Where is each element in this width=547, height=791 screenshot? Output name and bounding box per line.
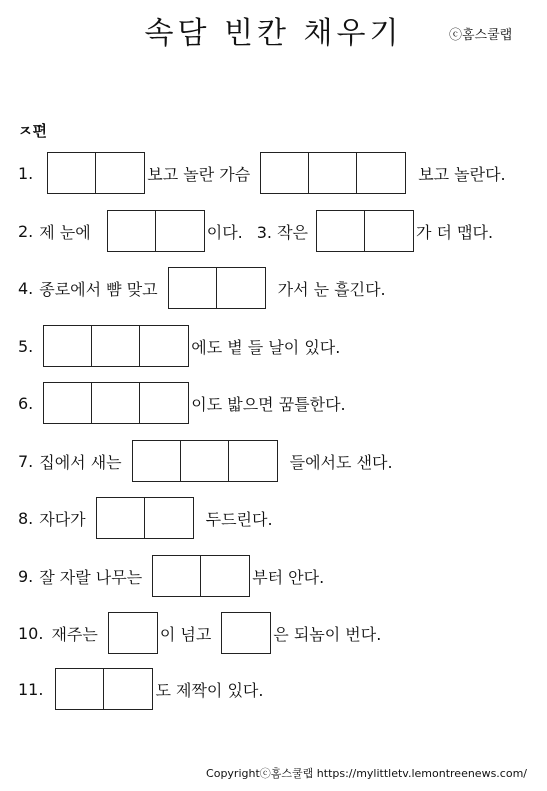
question-number: 7. [18, 451, 34, 471]
answer-boxes[interactable] [168, 267, 266, 309]
question-6 [18, 383, 346, 423]
answer-boxes[interactable] [108, 612, 158, 654]
answer-box[interactable] [309, 153, 357, 193]
answer-box[interactable] [92, 383, 140, 423]
question-text: 은 되놈이 번다. [273, 624, 382, 644]
question-text: 이 넘고 [159, 624, 212, 644]
question-number: 4. [18, 278, 34, 298]
question-number: 2. [18, 221, 34, 241]
question-text: 부터 안다. [252, 567, 325, 587]
question-7 [18, 441, 393, 481]
page-title: 속담 빈칸 채우기 [144, 16, 403, 51]
answer-box[interactable] [108, 211, 156, 251]
answer-box[interactable] [44, 326, 92, 366]
question-2 [18, 211, 493, 251]
question-number: 8. [18, 508, 34, 528]
question-text: 재주는 [51, 624, 98, 644]
answer-boxes[interactable] [43, 325, 189, 367]
answer-box[interactable] [109, 613, 157, 653]
answer-boxes[interactable] [260, 152, 406, 194]
answer-boxes[interactable] [107, 210, 205, 252]
answer-box[interactable] [48, 153, 96, 193]
question-text: 제 눈에 [39, 222, 91, 242]
question-8 [18, 498, 273, 538]
question-1 [18, 153, 506, 193]
answer-box[interactable] [96, 153, 144, 193]
answer-box[interactable] [153, 556, 201, 596]
answer-boxes[interactable] [43, 382, 189, 424]
answer-box[interactable] [56, 669, 104, 709]
question-text: 집에서 새는 [39, 452, 122, 472]
question-number: 10. [18, 623, 44, 643]
question-5 [18, 326, 340, 366]
question-text: 가 더 맵다. [416, 222, 494, 242]
question-number: 5. [18, 336, 34, 356]
answer-box[interactable] [92, 326, 140, 366]
question-text: 두드린다. [205, 509, 273, 529]
answer-box[interactable] [140, 326, 188, 366]
question-number: 6. [18, 393, 34, 413]
answer-boxes[interactable] [152, 555, 250, 597]
question-text: 잘 자랄 나무는 [39, 567, 143, 587]
question-number: 9. [18, 566, 34, 586]
question-number: 1. [18, 163, 34, 183]
question-text: 이다. [206, 222, 243, 242]
answer-box[interactable] [217, 268, 265, 308]
answer-box[interactable] [261, 153, 309, 193]
question-text: 도 제짝이 있다. [155, 680, 264, 700]
question-10 [18, 613, 381, 653]
question-number: 11. [18, 679, 44, 699]
answer-boxes[interactable] [47, 152, 145, 194]
answer-box[interactable] [156, 211, 204, 251]
answer-box[interactable] [317, 211, 365, 251]
question-text: 가서 눈 흘긴다. [277, 279, 386, 299]
answer-box[interactable] [201, 556, 249, 596]
footer-copyright: Copyrightⓒ홈스쿨랩 https://mylittletv.lemontreenews.com/ [206, 767, 527, 780]
question-text: 에도 볕 들 날이 있다. [191, 337, 341, 357]
question-text: 종로에서 뺨 맞고 [39, 279, 158, 299]
answer-boxes[interactable] [132, 440, 278, 482]
answer-boxes[interactable] [96, 497, 194, 539]
section-label: ㅈ편 [18, 122, 47, 140]
answer-box[interactable] [97, 498, 145, 538]
question-11 [18, 669, 263, 709]
answer-box[interactable] [365, 211, 413, 251]
question-text: 자다가 [39, 509, 86, 529]
answer-box[interactable] [222, 613, 270, 653]
question-4 [18, 268, 386, 308]
answer-box[interactable] [357, 153, 405, 193]
answer-box[interactable] [145, 498, 193, 538]
answer-box[interactable] [181, 441, 229, 481]
question-text: 보고 놀란 가슴 [147, 164, 251, 184]
answer-box[interactable] [104, 669, 152, 709]
question-9 [18, 556, 324, 596]
answer-box[interactable] [169, 268, 217, 308]
answer-boxes[interactable] [316, 210, 414, 252]
question-text: 보고 놀란다. [418, 164, 506, 184]
question-text: 3. 작은 [256, 222, 308, 242]
answer-box[interactable] [140, 383, 188, 423]
answer-box[interactable] [133, 441, 181, 481]
question-text: 들에서도 샌다. [289, 452, 393, 472]
answer-boxes[interactable] [221, 612, 271, 654]
answer-box[interactable] [44, 383, 92, 423]
answer-boxes[interactable] [55, 668, 153, 710]
question-text: 이도 밟으면 꿈틀한다. [191, 394, 346, 414]
brand-label: ⓒ홈스쿨랩 [449, 28, 513, 43]
answer-box[interactable] [229, 441, 277, 481]
